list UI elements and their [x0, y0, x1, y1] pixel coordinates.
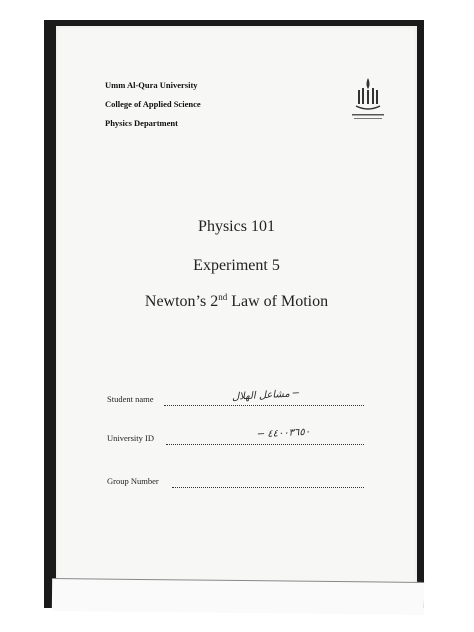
university-id-label: University ID	[107, 433, 154, 443]
university-id-value: ─ ٤٤٠٠٣٦٥٠	[257, 426, 311, 441]
topic-suffix: Law of Motion	[227, 293, 329, 310]
student-name-line	[164, 404, 364, 406]
topic-prefix: Newton’s 2	[144, 293, 219, 310]
experiment-title: Experiment 5	[193, 257, 280, 274]
group-number-label: Group Number	[107, 476, 159, 486]
student-name-value: مشاعل الهلال ─	[231, 388, 300, 403]
student-name-label: Student name	[107, 394, 154, 404]
topic-title	[56, 292, 417, 311]
topic-superscript: nd	[218, 292, 228, 302]
group-number-line	[172, 486, 364, 488]
underlying-page-edge	[52, 578, 424, 615]
college-name: College of Applied Science	[105, 99, 201, 109]
university-logo-icon	[348, 76, 388, 124]
university-name: Umm Al-Qura University	[105, 80, 198, 90]
course-title: Physics 101	[198, 218, 275, 235]
department-name: Physics Department	[105, 118, 178, 128]
university-id-line	[166, 443, 364, 445]
